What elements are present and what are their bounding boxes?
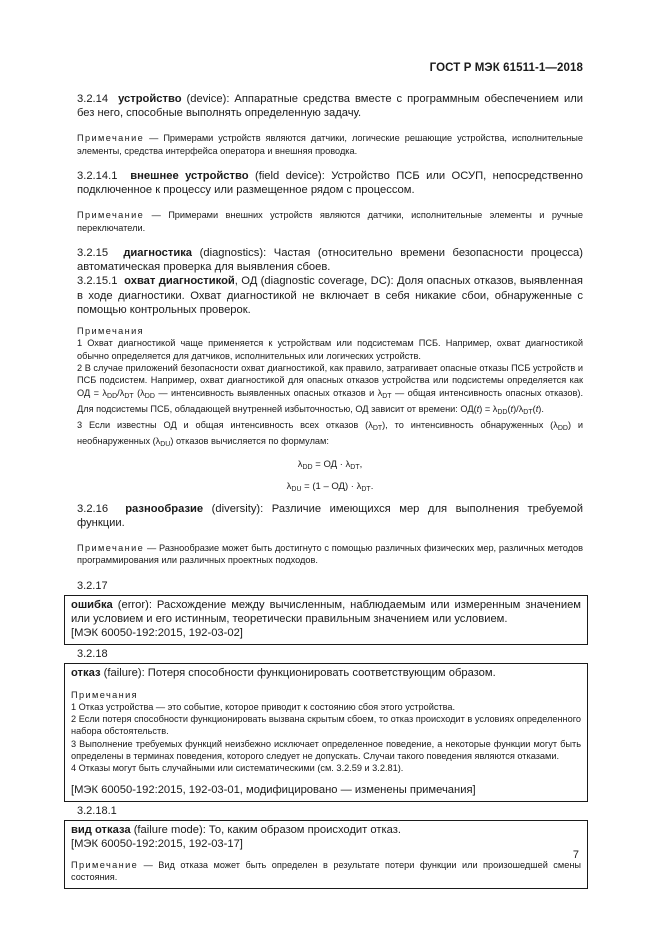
note-text: — Примерами внешних устройств являются датчики, исполнительные элементы и ручные переключатели. (77, 210, 583, 233)
term-word: ошибка (71, 598, 113, 611)
clause-number: 3.2.14 (77, 93, 109, 105)
note-device (77, 132, 583, 157)
term-diagnostic-coverage (77, 274, 583, 317)
term-word: внешнее устройство (130, 170, 249, 182)
term-definition: , ОД (diagnostic coverage, DC): Доля опасных отказов, выявленная в ходе диагностики. Охват диагностикой не включает в себя никакие сбои, обнаруженные с помощью контрольных проверок. (77, 275, 583, 316)
term-word: охват диагностикой (124, 275, 235, 288)
term-word: диагностика (123, 247, 193, 259)
term-word: отказ (71, 667, 101, 680)
reference: [МЭК 60050-192:2015, 192-03-01, модифицировано — изменены примечания] (71, 783, 476, 796)
clause-number-failure: 3.2.18 (77, 648, 108, 661)
note-label: Примечание (77, 543, 145, 554)
note-text: — Вид отказа может быть определен в результате потери функции или произошедшей смены состояния. (71, 860, 581, 883)
term-diagnostics (77, 246, 583, 274)
term-failure-mode (71, 823, 581, 837)
note-1: 1 Охват диагностикой чаще применяется к устройствам или подсистемам ПСБ. Например, охват диагностикой обычно определяется для датчиков, исполнительных или логических устройств. (77, 338, 583, 361)
note-2: 2 Если потеря способности функционировать вызвана скрытым сбоем, то отказ происходит в условиях определенного набора обстоятельств. (71, 714, 581, 737)
clause-number: 3.2.14.1 (77, 170, 118, 182)
term-definition: (diagnostics): Частая (относительно времени безопасности процесса) автоматическая проверка для выявления сбоев. (77, 247, 584, 274)
note-3: 3 Если известны ОД и общая интенсивность всех отказов $(\lambda_{DT})$, то интенсивность обнаруженных $(\lambda_{DD})$ и необнаруженных $(\lambda_{DU})$ отказов вычисляется по формулам: (77, 420, 584, 449)
note-text: — Примерами устройств являются датчики, логические решающие устройства, исполнительные элементы, средства интерфейса оператора и внешняя проводка. (77, 133, 583, 156)
note-diversity (77, 542, 583, 567)
note-field-device (77, 209, 583, 234)
term-field-device (77, 169, 583, 197)
formula-dd: $\lambda_{DD}$ = ОД · $\lambda_{DT}$, (297, 458, 363, 471)
term-box-failure (64, 663, 588, 801)
term-device (77, 92, 583, 120)
term-word: устройство (118, 93, 182, 105)
clause-number: 3.2.15 (77, 247, 109, 259)
term-error (71, 598, 581, 626)
note-label: Примечание (77, 210, 145, 221)
reference: [МЭК 60050-192:2015, 192-03-02] (71, 627, 243, 640)
term-definition: (field device): Устройство ПСБ или ОСУП, непосредственно подключенное к процессу или размещенное рядом с процессом. (77, 170, 583, 197)
document-header: ГОСТ Р МЭК 61511-1—2018 (429, 62, 583, 74)
term-definition: (diversity): Различие имеющихся мер для выполнения требуемой функции. (77, 502, 583, 529)
term-word: разнообразие (125, 502, 204, 515)
note-label: Примечание (77, 133, 145, 144)
term-word: вид отказа (71, 823, 131, 836)
clause-number: 3.2.16 (77, 502, 109, 515)
formula-du: $\lambda_{DU} = (1 - ОД) \cdot \lambda_{DT}$. (286, 480, 374, 493)
note-failure-mode (71, 859, 581, 884)
clause-number: 3.2.15.1 (77, 275, 118, 288)
notes-label: Примечания (71, 689, 139, 700)
clause-number-failure-mode: 3.2.18.1 (77, 804, 117, 817)
term-box-failure-mode (64, 820, 588, 889)
term-failure (71, 666, 581, 680)
note-text: — Разнообразие может быть достигнуто с помощью различных физических мер, различных методов программирования или различных проектных подходов. (77, 543, 583, 566)
note-label: Примечание (71, 860, 139, 871)
note-1: 1 Отказ устройства — это событие, которое приводит к состоянию сбоя этого устройства. (71, 701, 456, 712)
term-definition: (failure mode): То, каким образом происходит отказ. (130, 823, 401, 836)
note-4: 4 Отказы могут быть случайными или систематическими (см. 3.2.59 и 3.2.81). (71, 763, 404, 774)
term-definition: (failure): Потеря способности функционировать соответствующим образом. (100, 667, 496, 680)
note-3: 3 Выполнение требуемых функций неизбежно исключает определенное поведение, а некоторые функции могут быть определены в терминах поведения, которого следует не допускать. Случаи такого поведения являются отказами. (71, 738, 581, 761)
note-2: 2 В случае приложений безопасности охват диагностикой, как правило, затрагивает опасные отказы ПСБ устройств и ПСБ подсистем. Например, охват диагностикой для опасных отказов устройства или подсистемы определяется как ОД = $\lambda_{DD}/\lambda_{DT}$ ($\lambda_{DD}$ — интенсивность выявленных опасных отказов и $\lambda_{DT}$ — общая интенсивность опасных отказов). Для подсистемы ПСБ, обладающей внутренней избыточностью, ОД зависит от времени: $ОД(t) = \lambda_{DD}(t)/\lambda_{DT}(t)$. (77, 362, 584, 416)
document-body (71, 92, 584, 889)
page-number: 7 (572, 849, 579, 861)
term-diversity (77, 502, 583, 530)
term-definition: (error): Расхождение между вычисленным, наблюдаемым или измеренным значением или условием и его истинным, теоретически правильным значением или условием. (71, 598, 581, 625)
term-definition: (device): Аппаратные средства вместе с программным обеспечением или без него, способные выполнять определенную задачу. (77, 93, 584, 120)
reference: [МЭК 60050-192:2015, 192-03-17] (71, 837, 243, 850)
term-box-error (64, 595, 588, 646)
clause-number-error: 3.2.17 (77, 579, 108, 592)
notes-label: Примечания (77, 326, 145, 337)
